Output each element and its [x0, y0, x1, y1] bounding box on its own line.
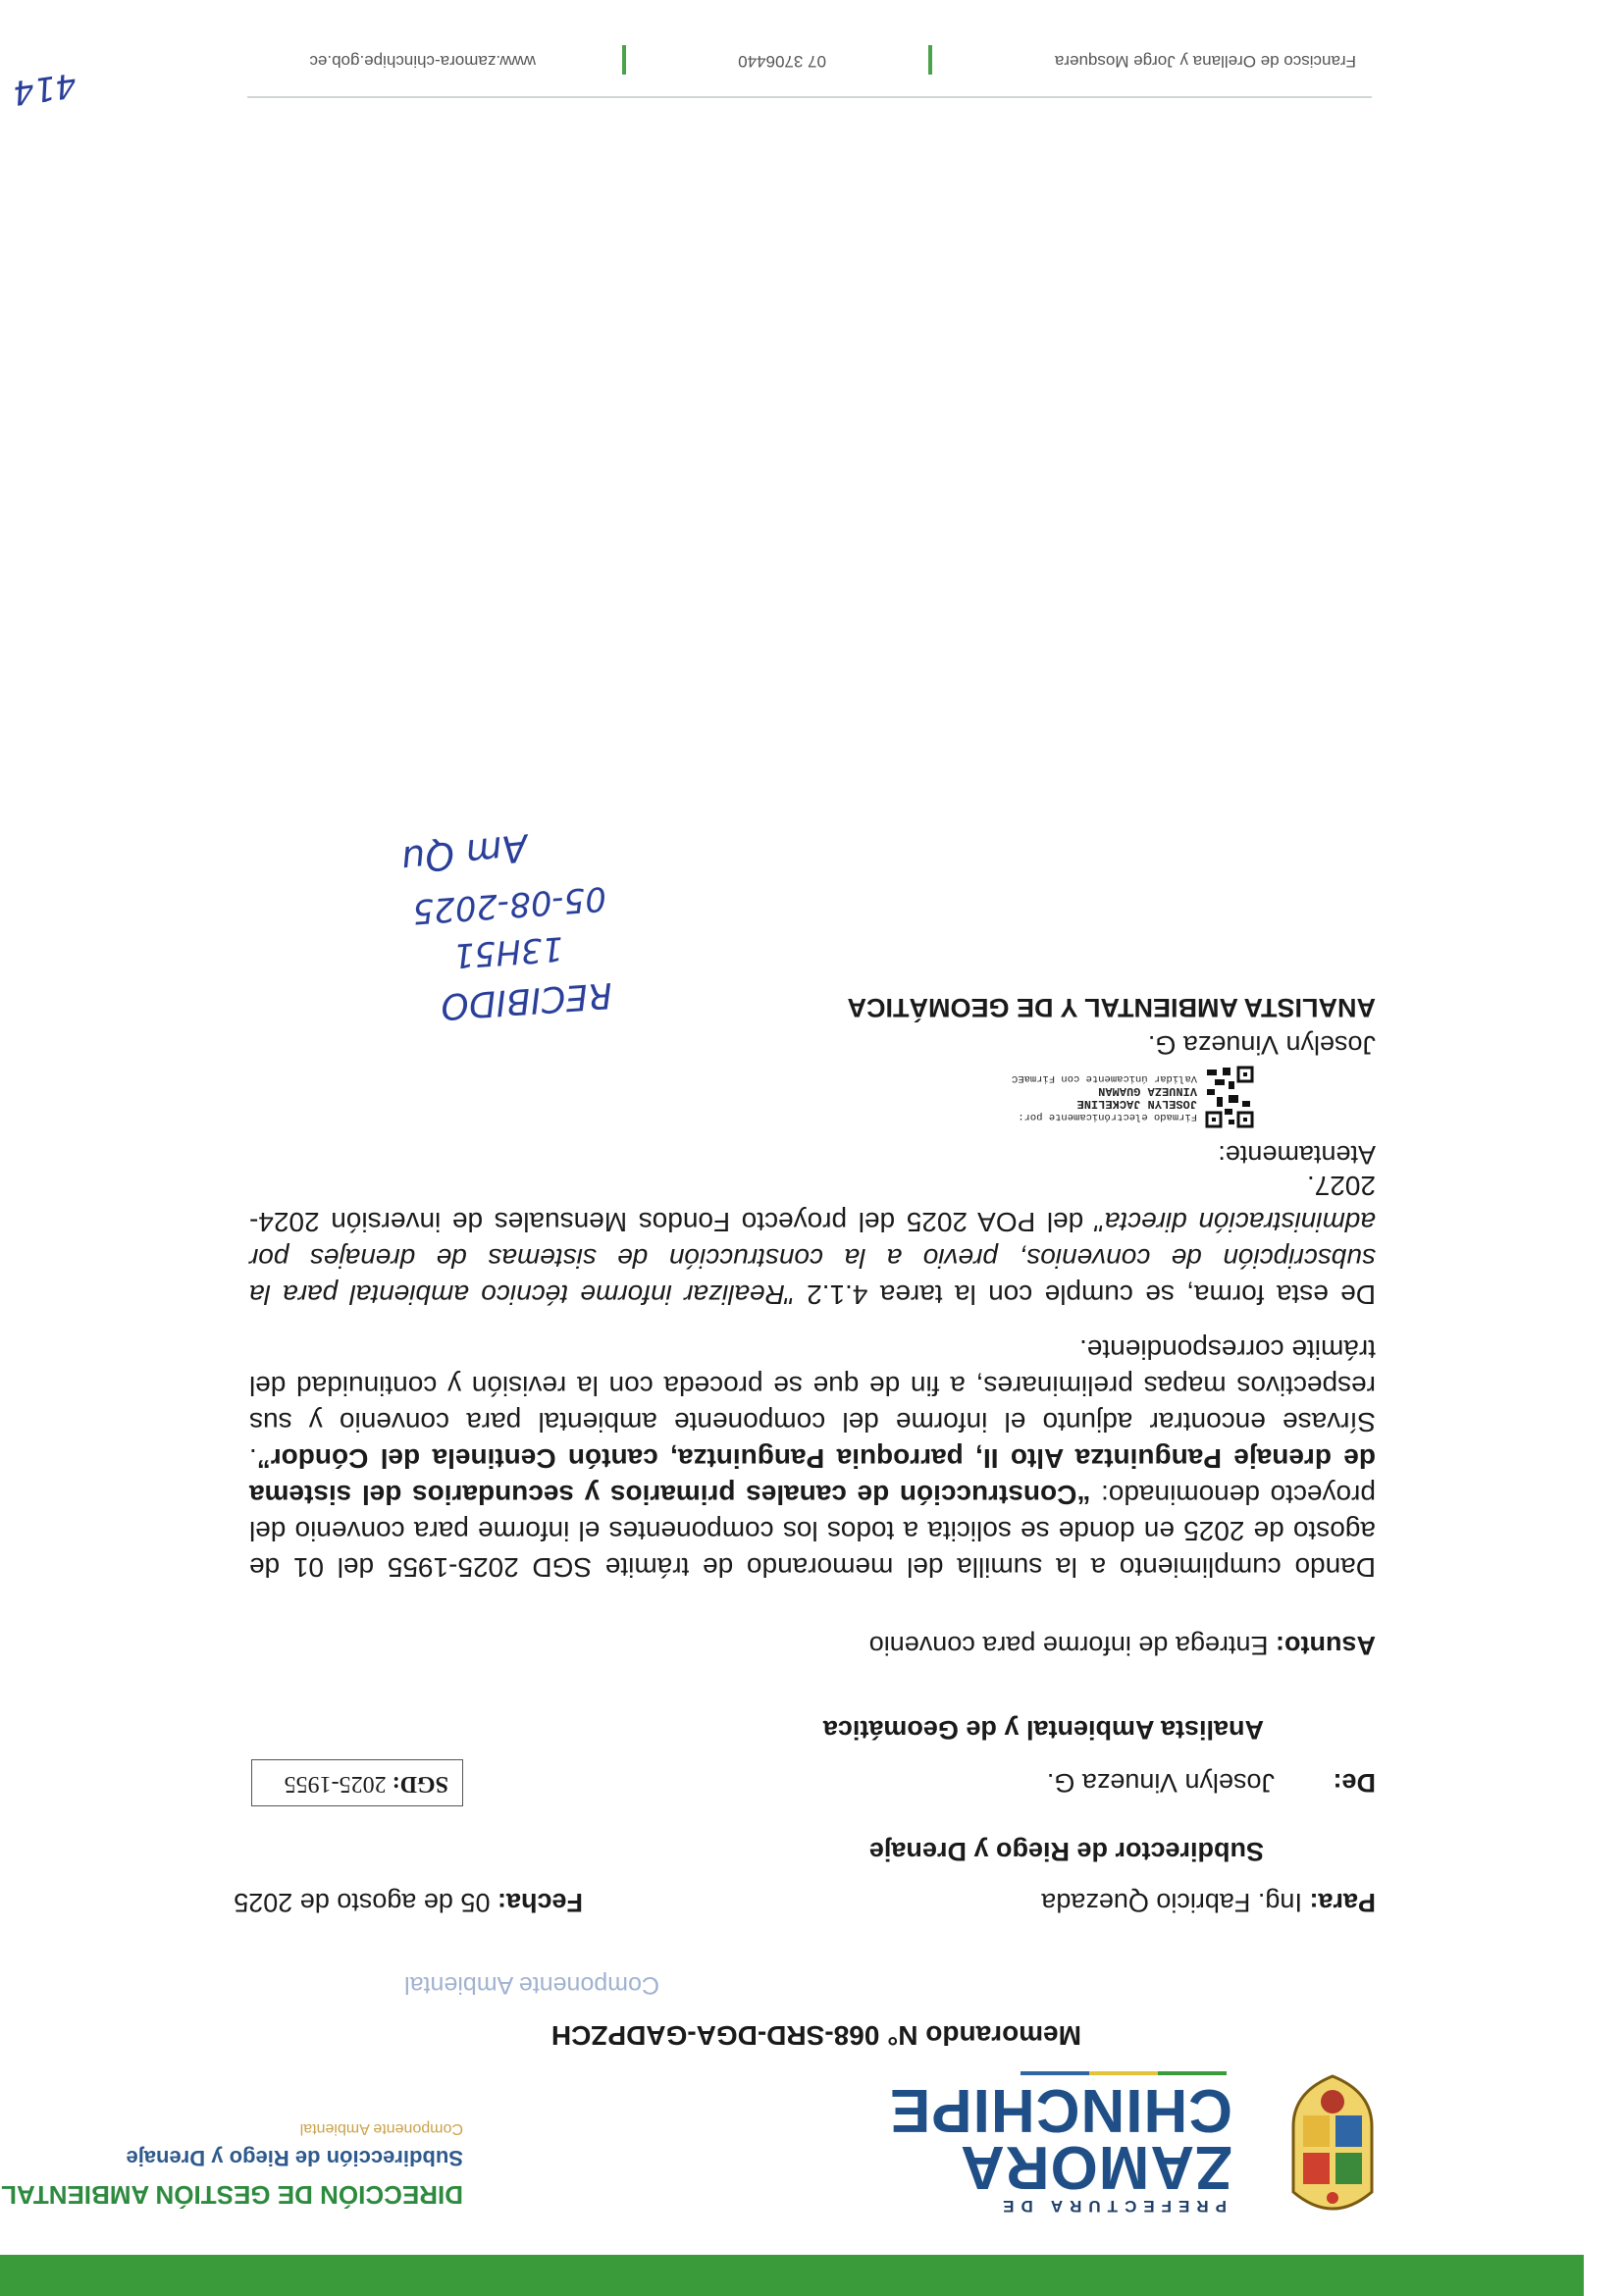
handwritten-time: 13H51: [451, 928, 565, 975]
stamp-line-1: Firmado electrónicamente por:: [1018, 1111, 1197, 1122]
p2-task-name: "Realizar informe técnico ambiental para la subscripción de convenios, previo a la construcción de sistemas de drenajes por administración directa": [249, 1207, 1376, 1310]
handwritten-date: 05-08-2025: [411, 878, 608, 931]
fecha-value: 05 de agosto de 2025: [234, 1888, 491, 1917]
sgd-box: [251, 1759, 463, 1806]
brand-underline: [1021, 2071, 1227, 2075]
footer-separator-2: [622, 45, 626, 75]
header-component: Componente Ambiental: [299, 2120, 463, 2137]
p1-text-c: . Sírvase encontrar adjunto el informe del componente ambiental para convenio y sus respectivos mapas preliminares, a fin de que se proceda con la revisión y continuidad del trámite correspondiente.: [249, 1334, 1376, 1474]
fecha-field: [234, 1887, 583, 1917]
asunto-value: Entrega de informe para convenio: [868, 1631, 1269, 1660]
signer-title: ANALISTA AMBIENTAL Y DE GEOMÁTICA: [847, 993, 1376, 1022]
brand-name-zamora: ZAMORA: [959, 2133, 1232, 2201]
brand-name-chinchipe: CHINCHIPE: [888, 2076, 1232, 2144]
qr-code-icon: [1205, 1066, 1254, 1128]
p1-text-a: Dando cumplimiento a la sumilla del memorando de trámite SGD 2025-1955 del 01 de agosto de 2025 en donde se solicita a todos los componentes el informe para convenio del proyecto denominado:: [249, 1480, 1376, 1583]
de-value: Joselyn Vinueza G.: [1046, 1768, 1275, 1798]
footer-phone: 07 3706440: [738, 52, 826, 71]
p2-text-a: De esta forma, se cumple con la tarea 4.1.2: [794, 1279, 1376, 1310]
header-subdirection: Subdirección de Riego y Drenaje: [126, 2146, 463, 2170]
sgd-label: SGD:: [392, 1771, 448, 1797]
footer-address: Francisco de Orellana y Jorge Mosquera: [1054, 52, 1356, 71]
handwritten-page-number: 414: [10, 64, 79, 113]
sgd-value: 2025-1955: [284, 1771, 387, 1797]
stamp-line-3: VINUEZA GUAMAN: [1098, 1084, 1197, 1098]
asunto-field: [869, 1630, 1376, 1660]
closing-text: Atentamente:: [1218, 1140, 1376, 1170]
memo-number: Memorando N° 068-SRD-DGA-GADPZCH: [550, 2020, 1081, 2051]
footer-website: www.zamora-chinchipe.gob.ec: [309, 52, 536, 71]
para-value: Ing. Fabricio Quezada: [1041, 1888, 1302, 1917]
e-signature-stamp: [1012, 1071, 1197, 1122]
de-label: De:: [1333, 1768, 1376, 1798]
de-role: Analista Ambiental y de Geomática: [822, 1715, 1264, 1745]
de-field: [1047, 1767, 1376, 1798]
stamp-line-2: JOSELYN JACKELINE: [1076, 1097, 1197, 1111]
handwritten-initials: Am Qu: [398, 825, 530, 882]
p1-project-name: “Construcción de canales primarios y secundarios del sistema de drenaje Panguintza Alto II, parroquia Panguintza, cantón Centinela del Cóndor”: [249, 1443, 1376, 1510]
asunto-label: Asunto:: [1276, 1631, 1376, 1660]
footer-separator-1: [928, 45, 932, 75]
para-field: [1041, 1887, 1376, 1917]
header-bar: [0, 2255, 1584, 2296]
signer-name: Joselyn Vinueza G.: [1147, 1030, 1376, 1060]
prefectura-crest-logo: [1274, 2072, 1391, 2219]
body-paragraph-1: [249, 1331, 1376, 1586]
header-direction: DIRECCIÓN DE GESTIÓN AMBIENTAL: [1, 2180, 463, 2210]
body-paragraph-2: [249, 1168, 1376, 1313]
para-label: Para:: [1309, 1888, 1376, 1917]
footer-rule: [247, 96, 1372, 98]
para-role: Subdirector de Riego y Drenaje: [868, 1837, 1264, 1866]
fecha-label: Fecha:: [497, 1888, 583, 1917]
brand-prefix: PREFECTURA DE: [996, 2197, 1227, 2216]
memo-component: Componente Ambiental: [404, 1971, 659, 1999]
handwritten-received: RECIBIDO: [439, 973, 614, 1027]
p2-text-c: del POA 2025 del proyecto Fondos Mensuales de inversión 2024-2027.: [249, 1171, 1376, 1237]
stamp-line-4: Validar únicamente con FirmaEC: [1011, 1072, 1197, 1084]
